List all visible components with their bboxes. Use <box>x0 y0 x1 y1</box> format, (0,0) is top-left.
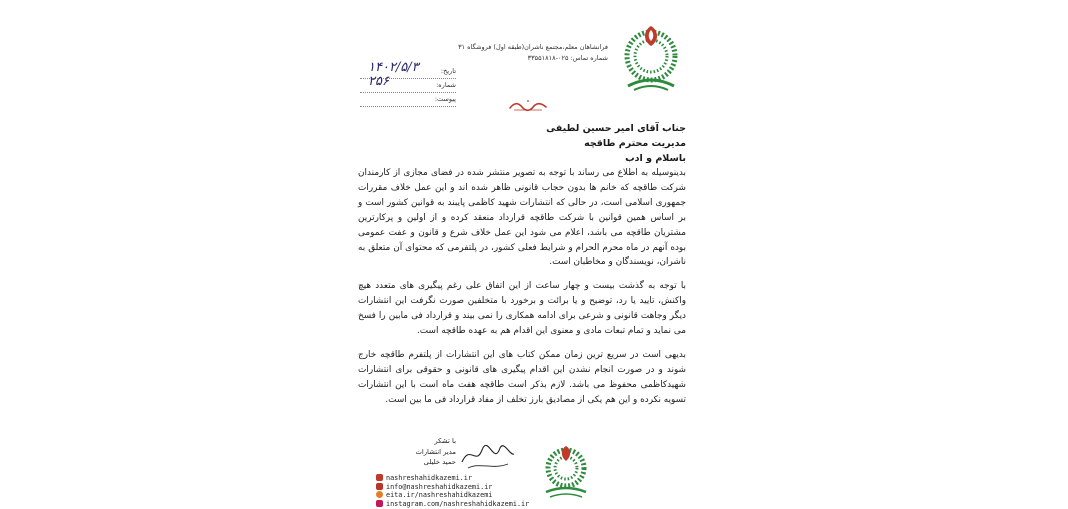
email-text: info@nashreshahidkazemi.ir <box>386 482 493 491</box>
eitaa-icon <box>376 491 383 498</box>
date-value: ۱۴۰۲/۵/۳ <box>368 60 419 75</box>
contact-eitaa[interactable] <box>376 491 536 500</box>
website-text: nashreshahidkazemi.ir <box>386 474 472 482</box>
paragraph-2: با توجه به گذشت بیست و چهار ساعت از این اتفاق علی رغم پیگیری های متعدد هیچ واکنش، تایید یا رد، توضیح و یا برائت و برخورد با متخلفین صورت نگرفت این انتشارات دیگر وجاهت قانونی و شرعی برای ادامه همکاری را نمی بیند و قرارداد فی مابین را فسخ می نماید و تمام تبعات مادی و معنوی این اقدام هم به عهده طاقچه است. <box>358 281 686 337</box>
address-line: فرانشاهان معلم،مجتمع ناشران(طبقه اول) فروشگاه ۳۱ <box>458 43 608 51</box>
closing-text: با تشکر <box>434 437 456 445</box>
signature-block <box>392 436 456 468</box>
paragraph-3: بدیهی است در سریع ترین زمان ممکن کتاب های این انتشارات از پلتفرم طاقچه خارج شوند و در صورت انجام نشدن این اقدام پیگیری های قانونی و حقوقی برای انتشارات شهیدکاظمی محفوظ می باشد. لازم بذکر است طاقچه هفت ماه است با این انتشارات تسویه نکرده و این هم یکی از مصادیق بارز تخلف از مفاد قرارداد فی ما بین است. <box>358 349 686 405</box>
contact-email[interactable] <box>376 483 536 492</box>
contact-instagram[interactable] <box>376 500 536 509</box>
date-label: تاریخ: <box>440 67 456 75</box>
publisher-logo-top <box>620 16 682 96</box>
letter-body <box>358 121 686 408</box>
addressee-name: جناب آقای امیر حسین لطیفی <box>546 123 686 134</box>
number-value: ۲۵۶ <box>368 74 389 89</box>
attachment-row <box>360 94 456 107</box>
signer-name: حمید خلیلی <box>423 458 456 466</box>
instagram-text: instagram.com/nashreshahidkazemi.ir <box>386 499 530 508</box>
number-row <box>360 74 456 93</box>
number-label: شماره: <box>436 81 456 89</box>
bismillah-calligraphy <box>508 97 548 113</box>
publisher-logo-bottom <box>540 442 592 500</box>
attachment-label: پیوست: <box>434 95 456 103</box>
handwritten-signature <box>458 436 518 474</box>
greeting: باسلام و ادب <box>625 153 686 164</box>
instagram-icon <box>376 500 383 507</box>
letter-meta <box>360 60 456 108</box>
phone-line: شماره تماس: ۰۲۵-۳۳۵۵۱۸۱۸ <box>527 54 608 62</box>
globe-icon <box>376 474 383 481</box>
email-icon <box>376 483 383 490</box>
contact-footer <box>376 474 536 508</box>
signer-title: مدیر انتشارات <box>415 447 456 456</box>
addressee-title: مدیریت محترم طاقچه <box>584 138 686 149</box>
contact-website[interactable] <box>376 474 536 483</box>
paragraph-1: بدینوسیله به اطلاع می رساند با توجه به تصویر منتشر شده در فضای مجازی از کارمندان شرکت طاقچه که خانم ها بدون حجاب قانونی ظاهر شده اند و این عمل خلاف مقررات جمهوری اسلامی است، در حالی که انتشارات شهید کاظمی پایبند به قوانین کشور است و بر اساس همین قوانین با شرکت طاقچه قرارداد منعقد کرده و از اولین و پرکارترین مشتریان طاقچه می باشد، اعلام می شود این عمل خلاف شرع و قانون و عفت عمومی بوده آنهم در ماه محرم الحرام و شرایط فعلی کشور، در پلتفرمی که محتوای آن متعلق به ناشران، نویسندگان و مخاطبان است. <box>358 168 686 268</box>
eitaa-text: eita.ir/nashreshahidkazemi <box>386 491 493 500</box>
